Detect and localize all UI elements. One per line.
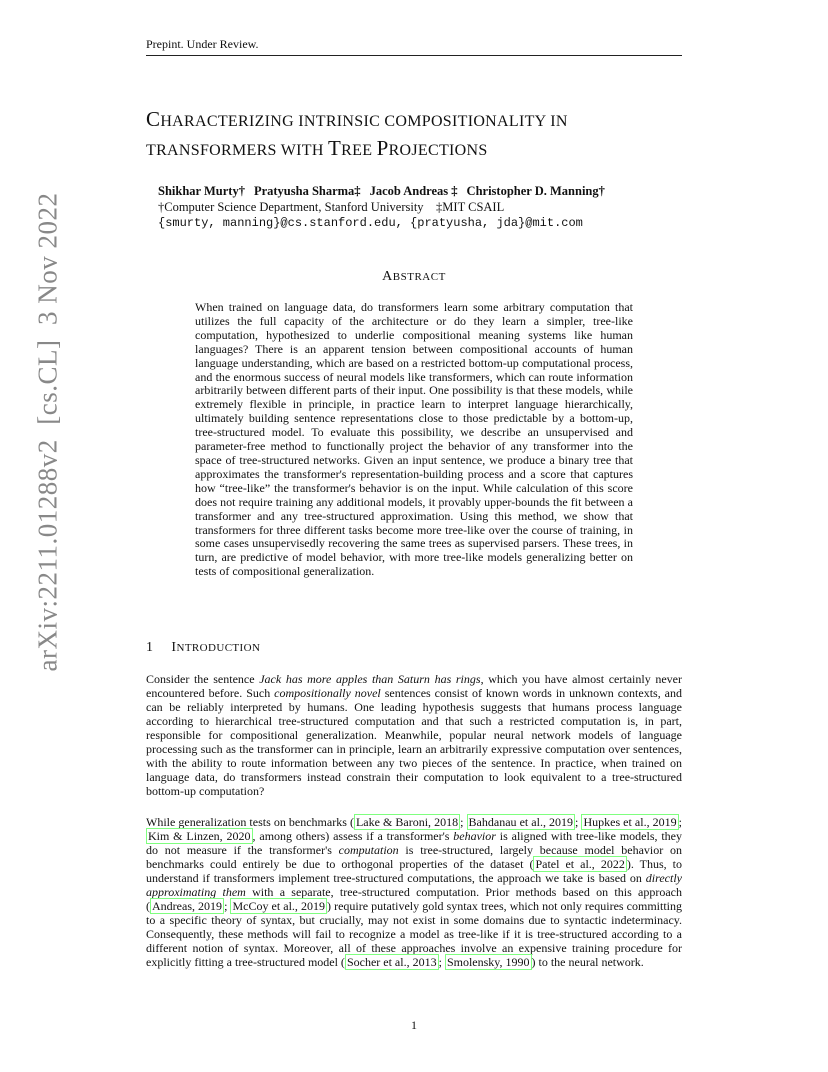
author-emails: {smurty, manning}@cs.stanford.edu, {pratyusha, jda}@mit.com bbox=[158, 216, 583, 230]
citation-link[interactable]: Bahdanau et al., 2019 bbox=[468, 815, 574, 829]
intro-paragraph-2: While generalization tests on benchmarks ( Lake & Baroni, 2018 ; Bahdanau et al., 2019 ; Hupkes et al., 2019 ; Kim & Linzen, 2020 , among others) assess if a transformer's behavior is aligned with tree-like models, they do not measure if the transformer's computation is tree-structured, largely because model behavior on benchmarks could entirely be due to orthogonal properties of the dataset ( Patel et al., 2022 ). Thus, to understand if transformers implement tree-structured computations, the approach we take is based on directly approximating them with a separate, tree-structured computation. Prior methods based on this approach ( Andreas, 2019 ; McCoy et al., 2019 ) require putatively gold syntax trees, which not only requires committing to a specific theory of syntax, but crucially, may not exist in some domains due to syntactic indeterminacy. Consequently, these methods will fail to recognize a model as tree-like if it is tree-structured according to a different notion of syntax. Moreover, all of these approaches involve an expensive training procedure for explicitly fitting a tree-structured model ( Socher et al., 2013 ; Smolensky, 1990 ) to the neural network. bbox=[146, 815, 683, 969]
citation-link[interactable]: Patel et al., 2022 bbox=[535, 857, 625, 871]
title-line-2: TRANSFORMERS WITH TREE PROJECTIONS bbox=[146, 136, 488, 160]
citation-link[interactable]: Kim & Linzen, 2020 bbox=[148, 829, 251, 843]
citation-link[interactable]: Smolensky, 1990 bbox=[446, 955, 530, 969]
page-number: 1 bbox=[411, 1018, 417, 1032]
arxiv-stamp: arXiv:2211.01288v2 [cs.CL] 3 Nov 2022 bbox=[32, 192, 63, 672]
citation-link[interactable]: Hupkes et al., 2019 bbox=[583, 815, 677, 829]
abstract-text: When trained on language data, do transformers learn some arbitrary computation that utilizes the full capacity of the architecture or do they learn a simpler, tree-like computation, hypothesized to underlie compositional meaning systems like human languages? There is an apparent tension between compositional accounts of human language understanding, which are based on a restricted bottom-up computational process, and the enormous success of neural models like transformers, which can route information arbitrarily between different parts of their input. One possibility is that these models, while extremely flexible in principle, in practice learn to interpret language hierarchically, ultimately building sentence representations close to those predictable by a bottom-up, tree-structured model. To evaluate this possibility, we describe an unsupervised and parameter-free method to functionally project the behavior of any transformer into the space of tree-structured networks. Given an input sentence, we produce a binary tree that approximates the transformer's representation-building process and a score that captures how “tree-like” the transformer's behavior is on the input. While calculation of this score does not require training any additional models, it provably upper-bounds the fit between a transformer and any tree-structured approximation. Using this method, we show that transformers for three different tasks become more tree-like over the course of training, in some cases unsupervisedly recovering the same trees as supervised parsers. These trees, in turn, are predictive of model behavior, with more tree-like models generalizing better on tests of compositional generalization. bbox=[195, 300, 633, 579]
intro-paragraph-1: Consider the sentence Jack has more apples than Saturn has rings, which you have almost certainly never encountered before. Such compositionally novel sentences consist of known words in unknown contexts, and can be reliably interpreted by humans. One leading hypothesis suggests that humans process language according to hierarchical tree-structured computation and that such a restricted computation is, in part, responsible for compositional generalization. Meanwhile, popular neural network models of language processing such as the transformer can in principle, learn an arbitrarily expressive computation over sentences, with the ability to route information between any two pieces of the sentence. In practice, when trained on language data, do transformers instead constrain their computation to look equivalent to a tree-structured bottom-up computation? bbox=[146, 672, 682, 798]
author-affiliation: †Computer Science Department, Stanford University ‡MIT CSAIL bbox=[158, 200, 505, 214]
citation-link[interactable]: Lake & Baroni, 2018 bbox=[355, 815, 459, 829]
citation-link[interactable]: McCoy et al., 2019 bbox=[232, 899, 326, 913]
citation-link[interactable]: Socher et al., 2013 bbox=[346, 955, 437, 969]
section-number: 1 bbox=[146, 640, 154, 655]
abstract-heading: ABSTRACT bbox=[382, 269, 446, 284]
paper-title bbox=[146, 106, 706, 164]
author-name: Pratyusha Sharma‡ bbox=[253, 184, 361, 198]
title-line-1: CHARACTERIZING INTRINSIC COMPOSITIONALITY IN bbox=[146, 107, 568, 131]
section-heading: 1 INTRODUCTION bbox=[146, 640, 261, 655]
author-name: Shikhar Murty† bbox=[158, 184, 245, 198]
running-header: Prepint. Under Review. bbox=[146, 37, 682, 56]
author-name: Christopher D. Manning† bbox=[466, 184, 605, 198]
citation-link[interactable]: Andreas, 2019 bbox=[152, 899, 223, 913]
author-names bbox=[158, 183, 678, 199]
author-block bbox=[158, 183, 678, 231]
author-name: Jacob Andreas ‡ bbox=[369, 184, 458, 198]
